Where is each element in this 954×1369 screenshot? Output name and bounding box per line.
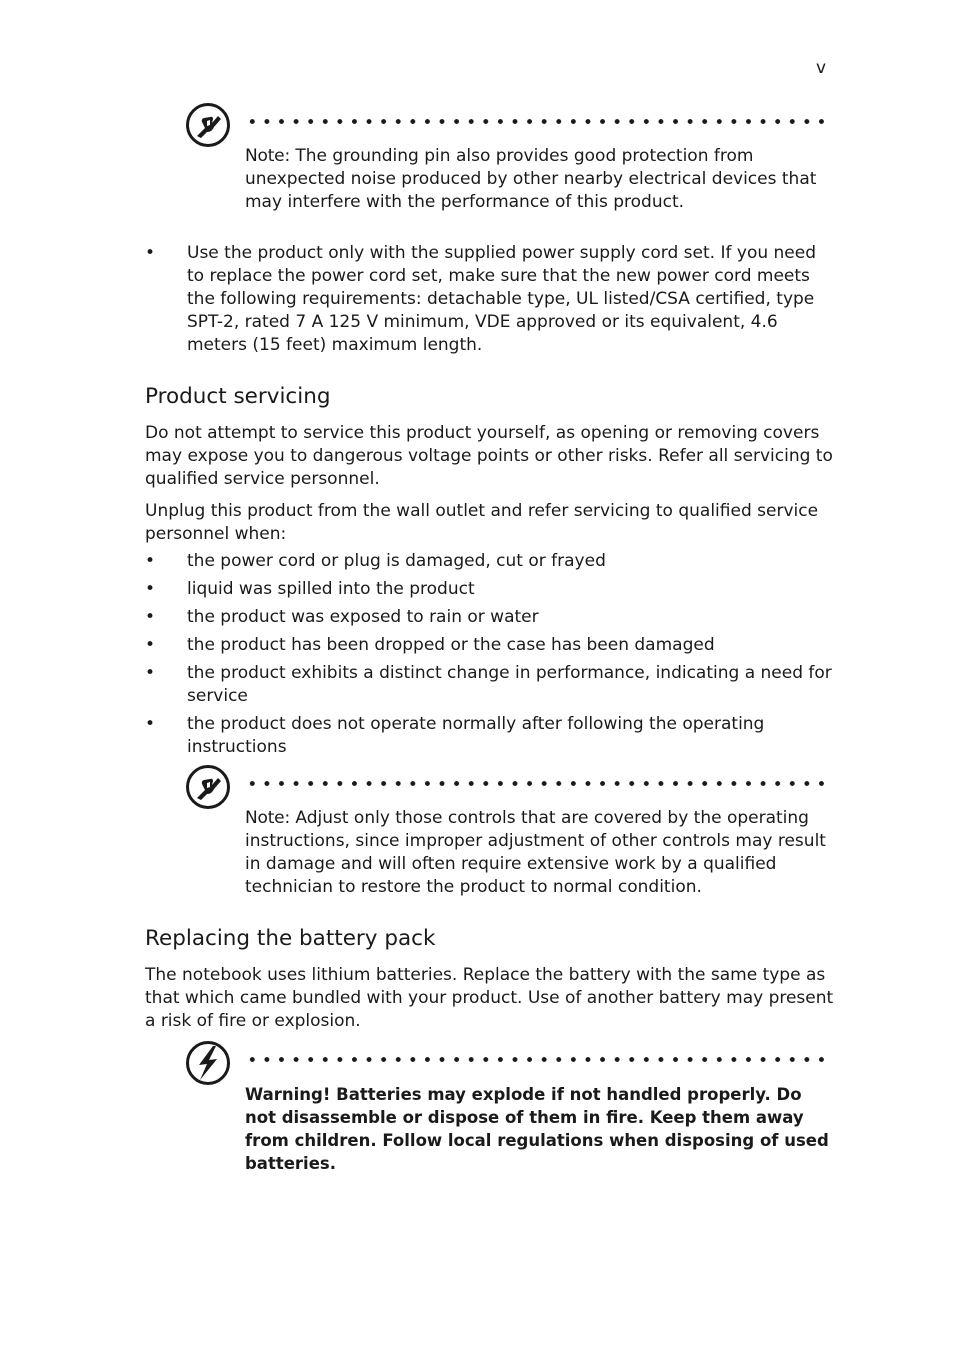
- note-text: [245, 807, 830, 899]
- paragraph: Do not attempt to service this product yourself, as opening or removing covers may expose you to dangerous voltage points or other risks. Refer all servicing to qualified service personnel.: [145, 423, 833, 489]
- dotted-separator: [245, 119, 830, 124]
- servicing-conditions-list: [145, 550, 835, 764]
- list-item: • Use the product only with the supplied power supply cord set. If you need to replace the power cord set, make sure that the new power cord meets the following requirements: detachable type, UL listed/CSA certified, type SPT-2, rated 7 A 125 V minimum, VDE approved or its equivalent, 4.6 meters (15 feet) maximum length.: [145, 242, 835, 357]
- section-heading-battery: Replacing the battery pack: [145, 926, 436, 951]
- paragraph: The notebook uses lithium batteries. Replace the battery with the same type as that which came bundled with your product. Use of another battery may present a risk of fire or explosion.: [145, 965, 834, 1031]
- paragraph: Unplug this product from the wall outlet and refer servicing to qualified service personnel when:: [145, 501, 819, 544]
- note-callout-grounding: [185, 102, 830, 222]
- warning-callout: [185, 1040, 830, 1180]
- note-hand-icon: [185, 102, 231, 148]
- list-item: • the product has been dropped or the case has been damaged: [145, 634, 835, 657]
- list-item: • the product was exposed to rain or water: [145, 606, 835, 629]
- note-text: [245, 145, 830, 214]
- power-cord-list: [145, 242, 835, 357]
- note-body: The grounding pin also provides good protection from unexpected noise produced by other nearby electrical devices that may interfere with the performance of this product.: [245, 146, 817, 212]
- dotted-separator: [245, 1057, 830, 1062]
- section-heading-servicing: Product servicing: [145, 384, 331, 409]
- note-hand-icon: [185, 764, 231, 810]
- page-number: v: [816, 58, 827, 78]
- dotted-separator: [245, 781, 830, 786]
- lightning-warning-icon: [185, 1040, 231, 1086]
- list-item: • the power cord or plug is damaged, cut or frayed: [145, 550, 835, 573]
- list-item: • the product exhibits a distinct change in performance, indicating a need for service: [145, 662, 835, 708]
- warning-text: Warning! Batteries may explode if not handled properly. Do not disassemble or dispose of them in fire. Keep them away from children. Follow local regulations when disposing of used batteries.: [245, 1085, 829, 1173]
- note-lead: Note:: [245, 146, 290, 166]
- list-item: • the product does not operate normally after following the operating instructions: [145, 713, 835, 759]
- list-item: • liquid was spilled into the product: [145, 578, 835, 601]
- note-lead: Note:: [245, 808, 290, 828]
- note-body: Adjust only those controls that are covered by the operating instructions, since improper adjustment of other controls may result in damage and will often require extensive work by a qualified technician to restore the product to normal condition.: [245, 808, 826, 897]
- note-callout-controls: [185, 764, 830, 904]
